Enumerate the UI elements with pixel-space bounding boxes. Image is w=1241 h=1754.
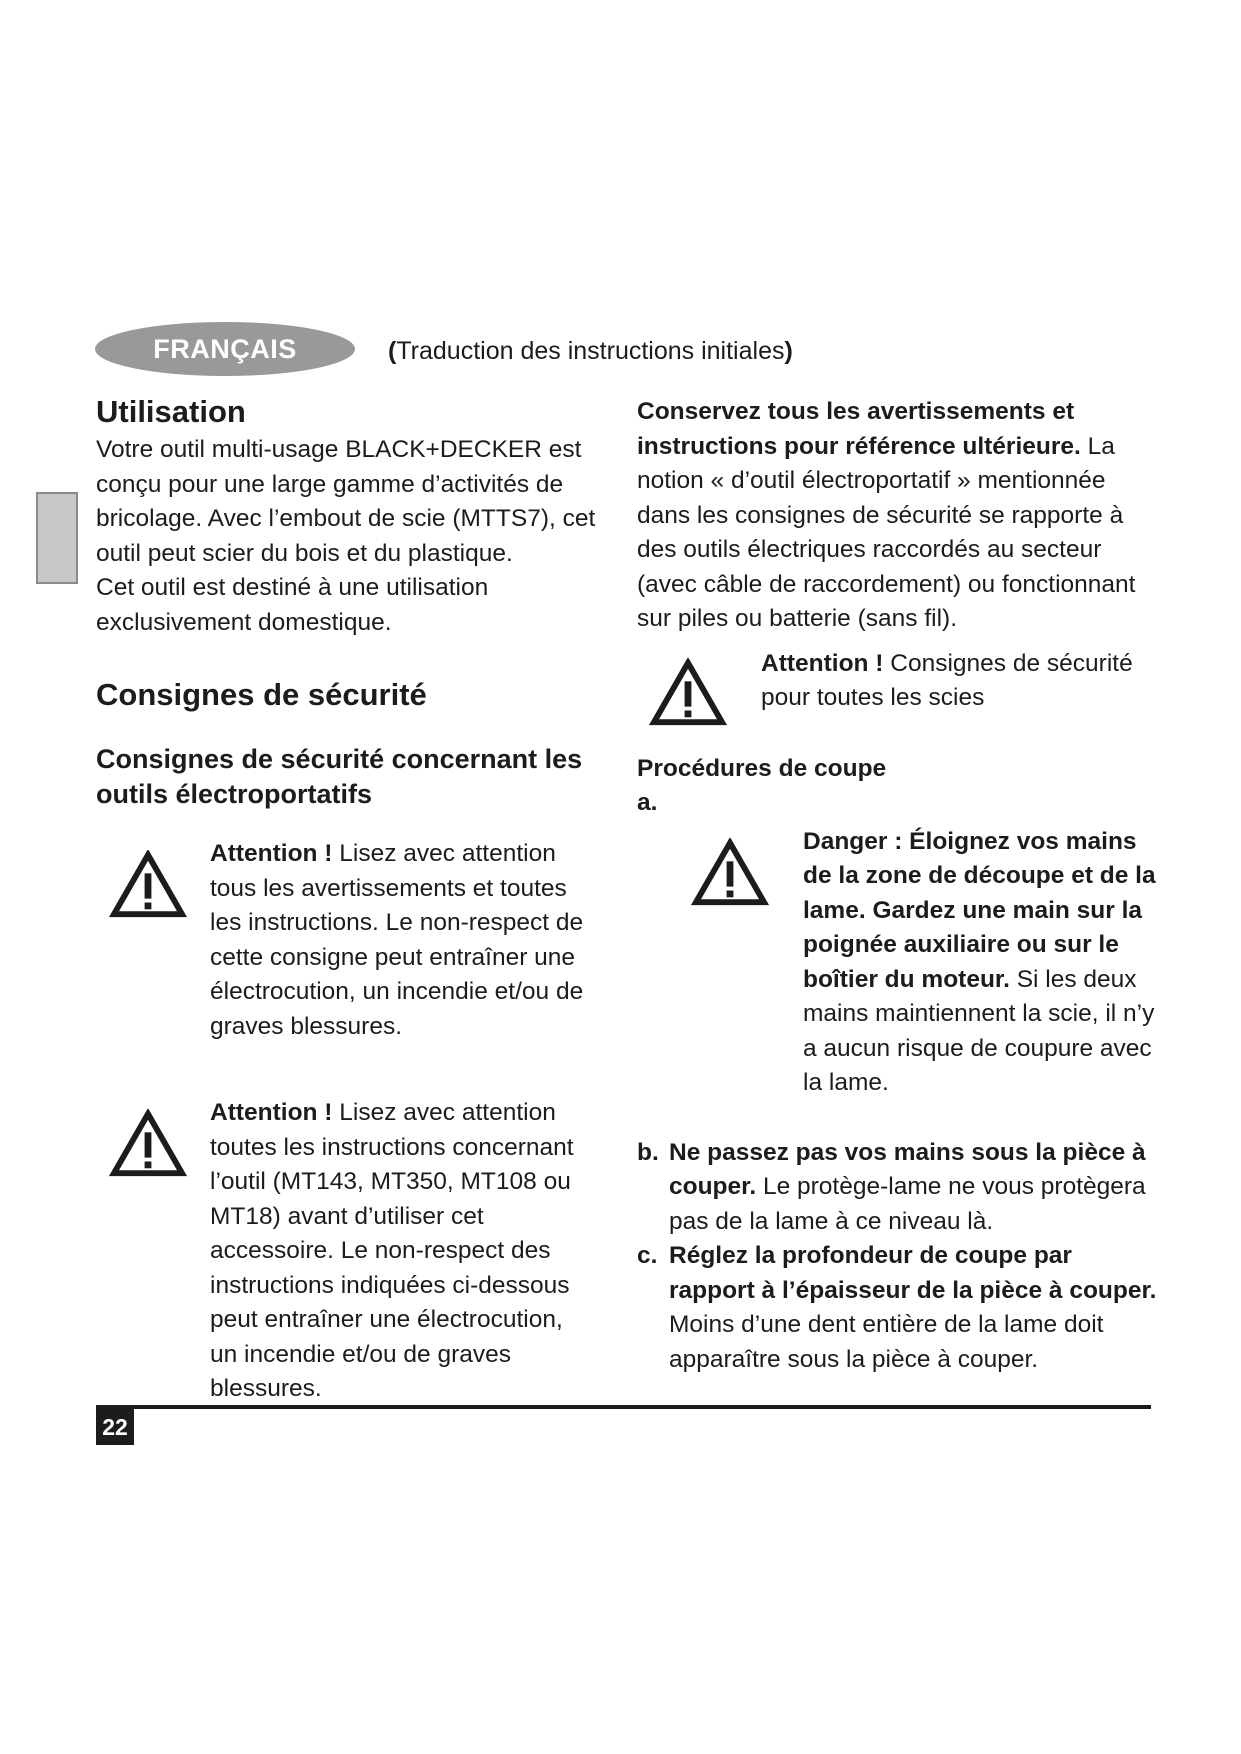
warning-triangle-icon [109, 1109, 187, 1179]
cutting-procedures-title: Procédures de coupe [637, 754, 887, 782]
saw-warning-text [761, 647, 1141, 716]
item-c-bold: Réglez la profondeur de coupe par rapport à l’épaisseur de la pièce à couper. [669, 1242, 1157, 1304]
warning-triangle-icon [691, 838, 769, 908]
keep-instructions-paragraph [637, 395, 1162, 637]
utilisation-title: Utilisation [96, 394, 246, 429]
list-item-b [637, 1136, 1162, 1240]
item-b-body: Le protège-lame ne vous protègera pas de la lame à ce niveau là. [669, 1173, 1146, 1235]
warning-2-label: Attention ! [210, 1099, 333, 1126]
item-b-text [669, 1136, 1162, 1240]
warning-2-body: Lisez avec attention toutes les instructions concernant l’outil (MT143, MT350, MT108 ou MT18) avant d’utiliser cet accessoire. Le non-respect des instructions indiquées ci-dessous peut entraîner une électrocution, un incendie et/ou de graves blessures. [210, 1099, 574, 1402]
saw-warning-body: Consignes de sécurité pour toutes les scies [761, 649, 1133, 711]
danger-body: Si les deux mains maintiennent la scie, il n’y a aucun risque de coupure avec la lame. [803, 965, 1155, 1096]
subtitle-open-paren: ( [388, 337, 397, 365]
warning-triangle-icon [649, 658, 727, 728]
warning-triangle-icon [109, 850, 187, 920]
language-badge [95, 322, 355, 376]
item-b-bold: Ne passez pas vos mains sous la pièce à couper. [669, 1138, 1146, 1200]
keep-instructions-bold: Conservez tous les avertissements et instructions pour référence ultérieure. [637, 398, 1081, 460]
warning-1-text [210, 837, 592, 1044]
right-column [637, 395, 1162, 1377]
utilisation-paragraph-2: Cet outil est destiné à une utilisation exclusivement domestique. [96, 574, 489, 636]
list-item-c [637, 1239, 1162, 1377]
item-c-text [669, 1239, 1162, 1377]
subtitle-close-paren: ) [784, 337, 793, 365]
warning-2-text [210, 1096, 592, 1407]
danger-block [637, 825, 1162, 1101]
danger-bold: Danger : Éloignez vos mains de la zone de découpe et de la lame. Gardez une main sur la poignée auxiliaire ou sur le boîtier du moteur. [803, 827, 1156, 993]
item-b-marker: b. [637, 1138, 659, 1166]
saw-warning-label: Attention ! [761, 649, 884, 677]
warning-1-body: Lisez avec attention tous les avertissements et toutes les instructions. Le non-respect de cette consigne peut entraîner une électrocution, un incendie et/ou de graves blessures. [210, 840, 584, 1040]
translation-note [388, 337, 793, 366]
language-label: FRANÇAIS [153, 333, 297, 364]
subtitle-text: Traduction des instructions initiales [396, 337, 785, 365]
warning-block-2 [96, 1096, 621, 1407]
item-c-body: Moins d’une dent entière de la lame doit apparaître sous la pièce à couper. [669, 1311, 1104, 1373]
section-tab-marker [36, 492, 78, 584]
left-column [96, 395, 621, 1407]
saw-warning-block [637, 647, 1162, 728]
page-number [96, 1409, 134, 1445]
utilisation-paragraph-1: Votre outil multi-usage BLACK+DECKER est conçu pour une large gamme d’activités de bricolage. Avec l’embout de scie (MTTS7), cet outil peut scier du bois et du plastique. [96, 436, 596, 567]
warning-block-1 [96, 837, 621, 1044]
danger-text [803, 825, 1162, 1101]
footer-rule [96, 1405, 1151, 1409]
warning-1-label: Attention ! [210, 840, 333, 867]
keep-instructions-body: La notion « d’outil électroportatif » mentionnée dans les consignes de sécurité se rapporte à des outils électriques raccordés au secteur (avec câble de raccordement) ou fonctionnant sur piles ou batterie (sans fil). [637, 432, 1136, 632]
page-number-text: 22 [102, 1413, 128, 1440]
safety-title: Consignes de sécurité [96, 677, 427, 712]
item-c-marker: c. [637, 1242, 658, 1269]
item-a-marker: a. [637, 789, 658, 816]
power-tool-safety-title: Consignes de sécurité concernant les outils électroportatifs [96, 744, 583, 809]
